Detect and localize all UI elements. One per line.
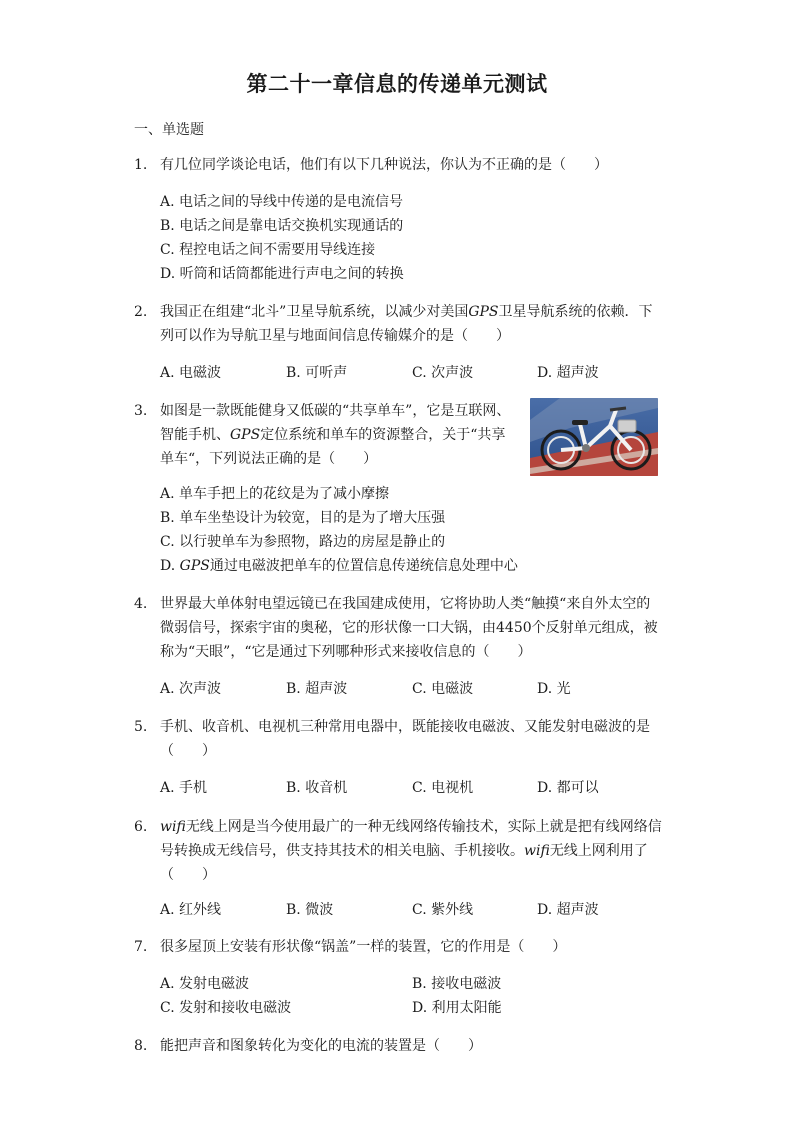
option-a: A. 单车手把上的花纹是为了减小摩擦 — [160, 486, 390, 502]
question-number: 6. — [134, 819, 148, 835]
option-a: A. 发射电磁波 — [160, 976, 250, 992]
gps-italic: GPS — [230, 427, 261, 443]
bicycle-photo — [530, 398, 658, 476]
question-stem: wifi无线上网是当今使用最广的一种无线网络传输技术，实际上就是把有线网络信号转换成无线信号，供支持其技术的相关电脑、手机接收。wifi无线上网利用了（ ） — [160, 819, 662, 883]
option-b: B. 可听声 — [286, 365, 348, 381]
option-d: D. 超声波 — [537, 365, 599, 381]
option-b: B. 微波 — [286, 902, 334, 918]
question-stem: 如图是一款既能健身又低碳的“共享单车”，它是互联网、智能手机、GPS定位系统和单车的资源整合，关于“共享单车“，下列说法正确的是（ ） — [160, 403, 511, 467]
option-d: D. 超声波 — [537, 902, 599, 918]
question-stem: 我国正在组建“北斗”卫星导航系统，以减少对美国GPS卫星导航系统的依赖．下列可以作为导航卫星与地面间信息传输媒介的是（ ） — [160, 304, 653, 344]
option-b: B. 单车坐垫设计为较宽，目的是为了增大压强 — [160, 510, 446, 526]
question-number: 7. — [134, 939, 148, 955]
option-a: A. 电磁波 — [160, 365, 222, 381]
option-d: D. 听筒和话筒都能进行声电之间的转换 — [160, 266, 404, 282]
page-title: 第二十一章信息的传递单元测试 — [246, 72, 548, 96]
option-c: C. 次声波 — [412, 365, 474, 381]
option-b: B. 超声波 — [286, 681, 348, 697]
option-d: D. GPS通过电磁波把单车的位置信息传递统信息处理中心 — [160, 558, 518, 574]
option-c: C. 电磁波 — [412, 681, 474, 697]
option-c: C. 以行驶单车为参照物，路边的房屋是静止的 — [160, 534, 446, 550]
question-number: 2. — [134, 304, 148, 320]
gps-italic: GPS — [179, 558, 210, 574]
question-stem: 手机、收音机、电视机三种常用电器中，既能接收电磁波、又能发射电磁波的是（ ） — [160, 719, 650, 759]
option-c: C. 发射和接收电磁波 — [160, 1000, 292, 1016]
section-heading: 一、单选题 — [134, 122, 204, 138]
option-b: B. 接收电磁波 — [412, 976, 502, 992]
question-number: 5. — [134, 719, 148, 735]
option-a: A. 红外线 — [160, 902, 222, 918]
shared-bike-image — [530, 398, 658, 476]
wifi-italic: wifi — [160, 819, 186, 835]
question-stem: 世界最大单体射电望远镜已在我国建成使用，它将协助人类“触摸“来自外太空的微弱信号，探索宇宙的奥秘，它的形状像一口大锅，由4450个反射单元组成，被称为“天眼”，“它是通过下列哪种形式来接收信息的（ ） — [160, 596, 658, 660]
option-c: C. 程控电话之间不需要用导线连接 — [160, 242, 376, 258]
question-stem: 有几位同学谈论电话，他们有以下几种说法，你认为不正确的是（ ） — [160, 157, 608, 173]
option-a: A. 电话之间的导线中传递的是电流信号 — [160, 194, 404, 210]
question-number: 4. — [134, 596, 148, 612]
option-d: D. 光 — [537, 681, 571, 697]
wifi-italic: wifi — [524, 843, 550, 859]
question-stem: 很多屋顶上安装有形状像“锅盖”一样的装置，它的作用是（ ） — [160, 939, 567, 955]
option-b: B. 电话之间是靠电话交换机实现通话的 — [160, 218, 404, 234]
question-number: 3. — [134, 403, 148, 419]
question-number: 8. — [134, 1038, 148, 1054]
option-d: D. 利用太阳能 — [412, 1000, 502, 1016]
option-d: D. 都可以 — [537, 780, 599, 796]
question-stem: 能把声音和图象转化为变化的电流的装置是（ ） — [160, 1038, 482, 1054]
option-b: B. 收音机 — [286, 780, 348, 796]
option-a: A. 手机 — [160, 780, 208, 796]
gps-italic: GPS — [468, 304, 499, 320]
question-number: 1. — [134, 157, 148, 173]
option-c: C. 紫外线 — [412, 902, 474, 918]
option-c: C. 电视机 — [412, 780, 474, 796]
option-a: A. 次声波 — [160, 681, 222, 697]
